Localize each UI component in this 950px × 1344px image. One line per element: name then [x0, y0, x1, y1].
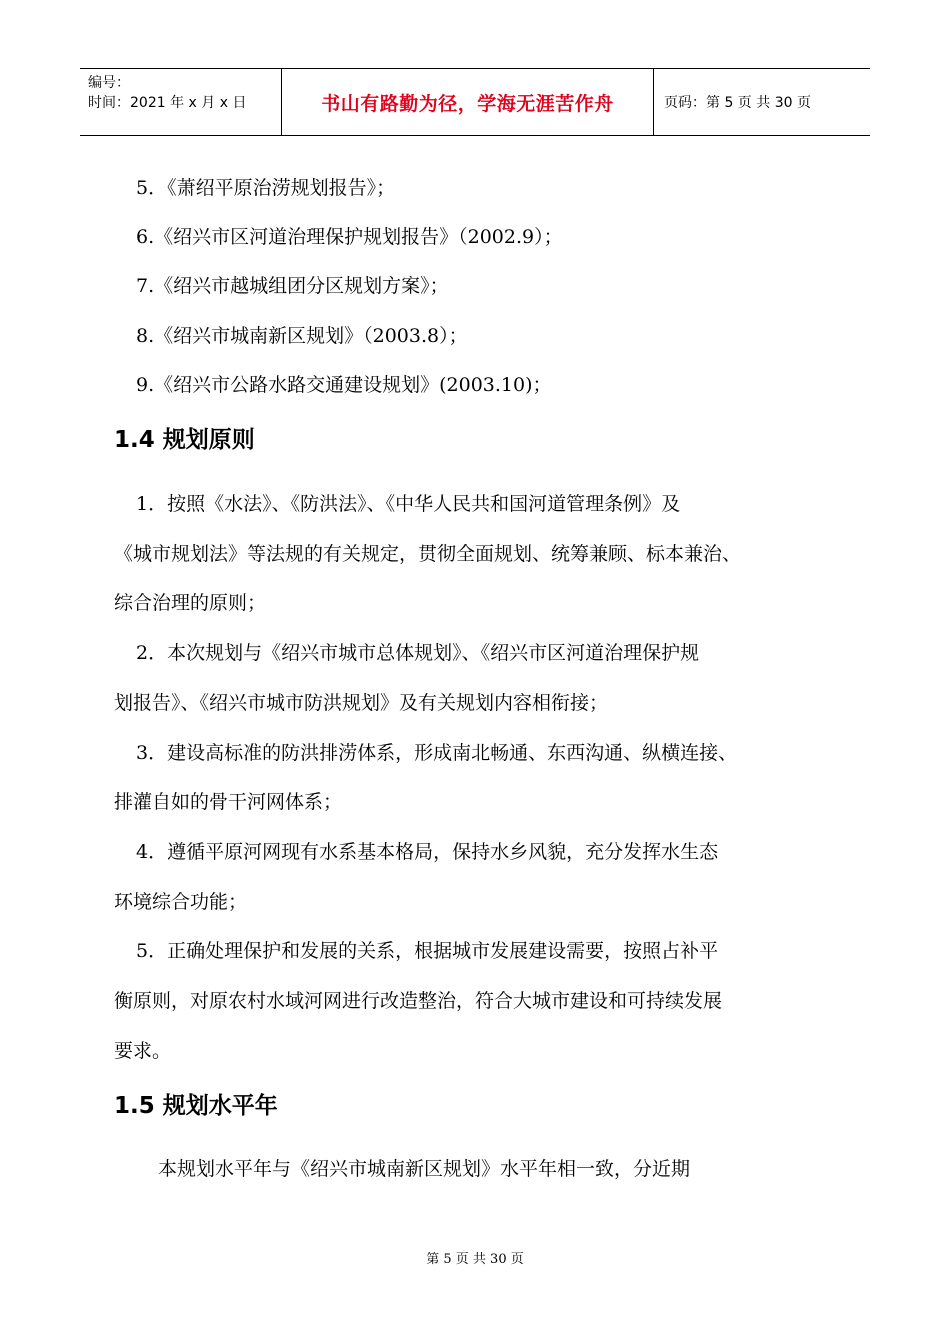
paragraph-line: 要求。: [114, 1040, 172, 1062]
paragraph-line: 衡原则，对原农村水域河网进行改造整治，符合大城市建设和可持续发展: [114, 990, 723, 1012]
paragraph-line: 环境综合功能；: [114, 891, 248, 913]
reference-item: 8.《绍兴市城南新区规划》（2003.8）；: [136, 325, 468, 347]
reference-item: 7.《绍兴市越城组团分区规划方案》；: [136, 275, 449, 297]
header-motto: 书山有路勤为径，学海无涯苦作舟: [282, 69, 654, 135]
paragraph-line: 1．按照《水法》、《防洪法》、《中华人民共和国河道管理条例》及: [136, 493, 681, 515]
reference-item: 6.《绍兴市区河道治理保护规划报告》（2002.9）；: [136, 226, 563, 248]
paragraph-line: 5．正确处理保护和发展的关系，根据城市发展建设需要，按照占补平: [136, 940, 719, 962]
section-heading-1-4: 1.4 规划原则: [114, 427, 255, 453]
paragraph-line: 划报告》、《绍兴市城市防洪规划》及有关规划内容相衔接；: [114, 692, 609, 714]
paragraph-line: 3．建设高标准的防洪排涝体系，形成南北畅通、东西沟通、纵横连接、: [136, 742, 738, 764]
page-footer: 第 5 页 共 30 页: [426, 1252, 524, 1267]
header-meta: [80, 69, 282, 135]
reference-item: 5．《萧绍平原治涝规划报告》；: [136, 177, 396, 199]
paragraph-line: 排灌自如的骨干河网体系；: [114, 791, 343, 813]
reference-item: 9.《绍兴市公路水路交通建设规划》(2003.10)；: [136, 374, 552, 396]
paragraph-line: 4．遵循平原河网现有水系基本格局，保持水乡风貌，充分发挥水生态: [136, 841, 719, 863]
paragraph-line: 2．本次规划与《绍兴市城市总体规划》、《绍兴市区河道治理保护规: [136, 642, 700, 664]
section-heading-1-5: 1.5 规划水平年: [114, 1093, 278, 1119]
paragraph-line: 《城市规划法》等法规的有关规定，贯彻全面规划、统筹兼顾、标本兼治、: [114, 543, 742, 565]
header-page-info: 页码：第 5 页 共 30 页: [664, 95, 811, 111]
number-label: 编号：: [88, 75, 130, 91]
time-label: 时间：2021 年 x 月 x 日: [88, 95, 247, 111]
page-header: [80, 68, 870, 136]
paragraph-line: 综合治理的原则；: [114, 592, 267, 614]
paragraph-line: 本规划水平年与《绍兴市城南新区规划》水平年相一致，分近期: [158, 1158, 691, 1180]
